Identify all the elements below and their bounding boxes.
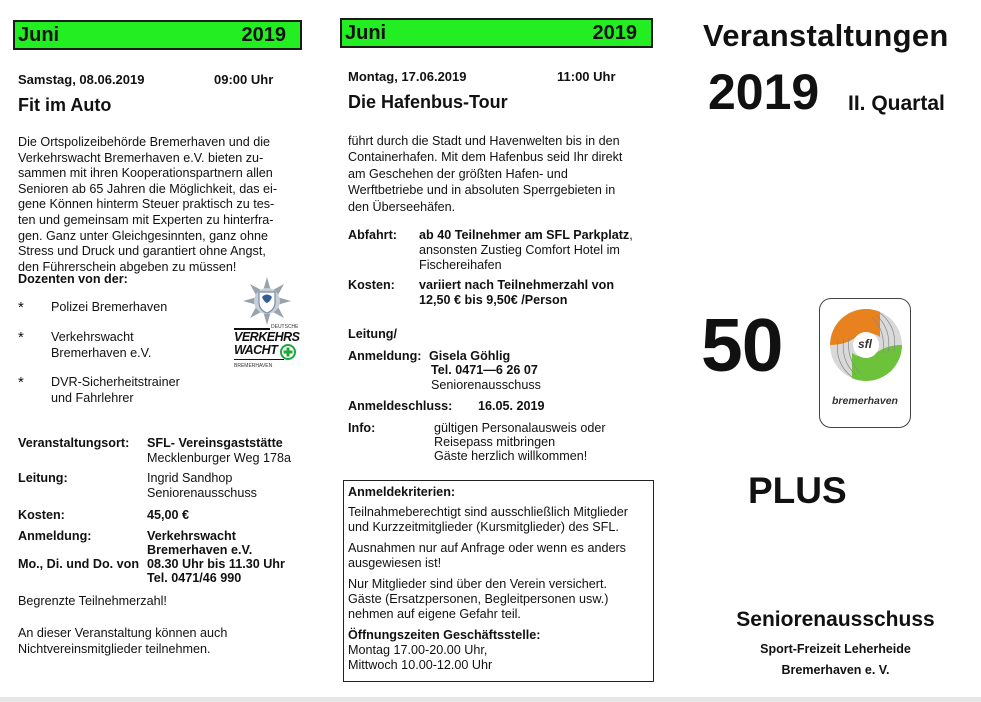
logo-bottom-text: BREMERHAVEN: [234, 363, 273, 369]
cost-row: [348, 278, 658, 310]
detail-hours: [18, 557, 318, 589]
description-line: Verkehrswacht Bremerhaven e.V. bieten zu-: [18, 150, 264, 165]
detail-value: Verkehrswacht: [147, 529, 236, 543]
criteria-paragraph: [348, 541, 649, 571]
lecturer-line: und Fahrlehrer: [51, 391, 134, 405]
deadline-row: [348, 399, 658, 415]
detail-label: Veranstaltungsort:: [18, 436, 130, 450]
lecturer-line: Verkehrswacht: [51, 330, 134, 344]
lecturer-line: DVR-Sicherheitstrainer: [51, 375, 180, 389]
lecturer-line: Bremerhaven e.V.: [51, 346, 152, 360]
departure-value: ansonsten Zustieg Comfort Hotel im: [419, 243, 620, 257]
sfl-logo-city: bremerhaven: [832, 395, 898, 407]
asterisk-icon: *: [18, 299, 24, 316]
office-hours-line: Mittwoch 10.00-12.00 Uhr: [348, 658, 493, 672]
detail-value: Mecklenburger Weg 178a: [147, 451, 291, 465]
lecturers-heading: Dozenten von der:: [18, 272, 128, 286]
office-hours-heading: Öffnungszeiten Geschäftsstelle:: [348, 628, 541, 642]
event-date: Montag, 17.06.2019: [348, 69, 467, 84]
detail-label: Anmeldung:: [18, 529, 92, 543]
info-value: Gäste herzlich willkommen!: [434, 449, 588, 463]
non-member-note: [18, 626, 227, 657]
description-line: ten und gemeinsam mit Experten zu hinterfra-: [18, 212, 274, 227]
org-name: Seniorenausschuss: [736, 608, 935, 631]
cost-value: 12,50 € bis 9,50€ /Person: [419, 293, 568, 307]
criteria-line: Gäste (Ersatzpersonen, Begleitpersonen usw.): [348, 592, 609, 606]
org-subtitle-1: Sport-Freizeit Leherheide: [760, 642, 911, 656]
description-line: Die Ortspolizeibehörde Bremerhaven und die: [18, 135, 271, 149]
deadline-value: 16.05. 2019: [478, 399, 545, 413]
detail-lead: [18, 471, 318, 503]
detail-phone: Tel. 0471/46 990: [147, 571, 242, 585]
verkehrswacht-logo: [234, 276, 304, 376]
cost-value: variiert nach Teilnehmerzahl von: [419, 278, 615, 292]
event-date: Samstag, 08.06.2019: [18, 72, 145, 87]
criteria-line: Nur Mitglieder sind über den Verein versichert.: [348, 577, 607, 591]
info-row: [348, 421, 658, 467]
description-line: am Geschehen der größten Hafen- und: [348, 166, 568, 181]
org-subtitle-2: Bremerhaven e. V.: [781, 663, 890, 677]
cost-label: Kosten:: [348, 278, 395, 292]
event-description: [18, 135, 308, 275]
description-line: den Führerschein abgeben zu müssen!: [18, 259, 237, 274]
event-time: 11:00 Uhr: [557, 69, 616, 84]
detail-label: Kosten:: [18, 508, 65, 522]
heading: Veranstaltungen: [703, 18, 949, 53]
plus-label: PLUS: [748, 470, 847, 511]
departure-suffix: ,: [629, 228, 633, 242]
detail-label: Mo., Di. und Do. von: [18, 557, 140, 571]
logo-top-text: DEUTSCHE: [271, 324, 299, 330]
office-hours: [348, 628, 649, 673]
month-bar-middle: [340, 18, 653, 48]
info-value: gültigen Personalausweis oder: [434, 421, 606, 435]
month-bar-left: [13, 20, 302, 50]
registration-phone: Tel. 0471—6 26 07: [431, 363, 538, 377]
detail-value: 08.30 Uhr bis 11.30 Uhr: [147, 557, 285, 571]
criteria-line: nehmen auf eigene Gefahr teil.: [348, 607, 521, 621]
registration-criteria-box: [343, 480, 654, 682]
limited-note: Begrenzte Teilnehmerzahl!: [18, 594, 167, 608]
detail-value: SFL- Vereinsgaststätte: [147, 436, 283, 450]
info-value: Reisepass mitbringen: [434, 435, 556, 449]
asterisk-icon: *: [18, 374, 24, 391]
departure-value: Fischereihafen: [419, 258, 502, 272]
note-line: Nichtvereinsmitglieder teilnehmen.: [18, 641, 211, 656]
criteria-paragraph: [348, 505, 649, 535]
month-label: Juni: [345, 21, 387, 44]
departure-row: [348, 228, 658, 274]
month-label: Juni: [18, 23, 60, 46]
registration-name: Gisela Göhlig: [429, 349, 511, 363]
year: 2019: [708, 64, 820, 120]
year-label: 2019: [241, 23, 286, 46]
description-line: Stress und Druck und garantiert ohne Angst,: [18, 244, 266, 259]
description-line: Senioren ab 65 Jahren die Möglichkeit, das ei-: [18, 181, 278, 196]
departure-value: ab 40 Teilnehmer am SFL Parkplatz: [419, 228, 630, 242]
detail-value: Seniorenausschuss: [147, 486, 257, 500]
detail-cost: [18, 508, 318, 524]
logo-line2: WACHT: [234, 343, 278, 357]
description-line: Werftbetriebe und in absoluten Sperrgebieten in: [348, 183, 616, 198]
description-line: Containerhafen. Mit dem Hafenbus seid Ihr direkt: [348, 150, 623, 165]
criteria-line: und Kurzzeitmitglieder (Kursmitglieder) des SFL.: [348, 520, 619, 534]
detail-label: Leitung:: [18, 471, 68, 485]
description-line: führt durch die Stadt und Havenwelten bis in den: [348, 134, 620, 148]
sfl-logo: [819, 298, 911, 428]
criteria-paragraph: [348, 577, 649, 622]
green-plus-icon: [280, 344, 296, 360]
note-line: An dieser Veranstaltung können auch: [18, 626, 228, 640]
quarter: II. Quartal: [848, 92, 945, 115]
police-star-icon: [234, 276, 304, 326]
year-label: 2019: [592, 21, 637, 44]
detail-value: 45,00 €: [147, 508, 190, 522]
fifty-label: 50: [701, 303, 783, 387]
registration-row: [348, 349, 658, 395]
description-line: sammen mit ihren Kooperationspartnern allen: [18, 166, 273, 181]
detail-venue: [18, 436, 318, 468]
info-label: Info:: [348, 421, 376, 435]
description-line: den Überseehäfen.: [348, 199, 456, 214]
departure-label: Abfahrt:: [348, 228, 397, 242]
detail-value: Bremerhaven e.V.: [147, 543, 253, 557]
logo-rule: [234, 359, 284, 360]
criteria-line: Ausnahmen nur auf Anfrage oder wenn es anders: [348, 541, 626, 555]
office-hours-line: Montag 17.00-20.00 Uhr,: [348, 643, 488, 657]
registration-label: Anmeldung:: [348, 349, 422, 363]
deadline-label: Anmeldeschluss:: [348, 399, 453, 413]
description-line: gene Können hinterm Steuer praktisch zu tes-: [18, 197, 275, 212]
lead-label: Leitung/: [348, 327, 397, 341]
event-time: 09:00 Uhr: [214, 72, 274, 87]
criteria-line: ausgewiesen ist!: [348, 556, 442, 570]
description-line: gen. Ganz unter Gleichgesinnten, ganz ohne: [18, 228, 268, 243]
lecturer-line: Polizei Bremerhaven: [51, 300, 168, 314]
criteria-line: Teilnahmeberechtigt sind ausschließlich Mitglieder: [348, 505, 628, 519]
registration-org: Seniorenausschuss: [431, 378, 541, 392]
event-title: Fit im Auto: [18, 95, 112, 115]
criteria-heading: Anmeldekriterien:: [348, 485, 456, 499]
sfl-logo-text: sfl: [857, 337, 872, 351]
detail-value: Ingrid Sandhop: [147, 471, 233, 485]
logo-line1: VERKEHRS: [234, 330, 300, 344]
event-description: [348, 133, 658, 215]
bottom-strip: [0, 697, 981, 702]
event-title: Die Hafenbus-Tour: [348, 92, 508, 112]
asterisk-icon: *: [18, 329, 24, 346]
